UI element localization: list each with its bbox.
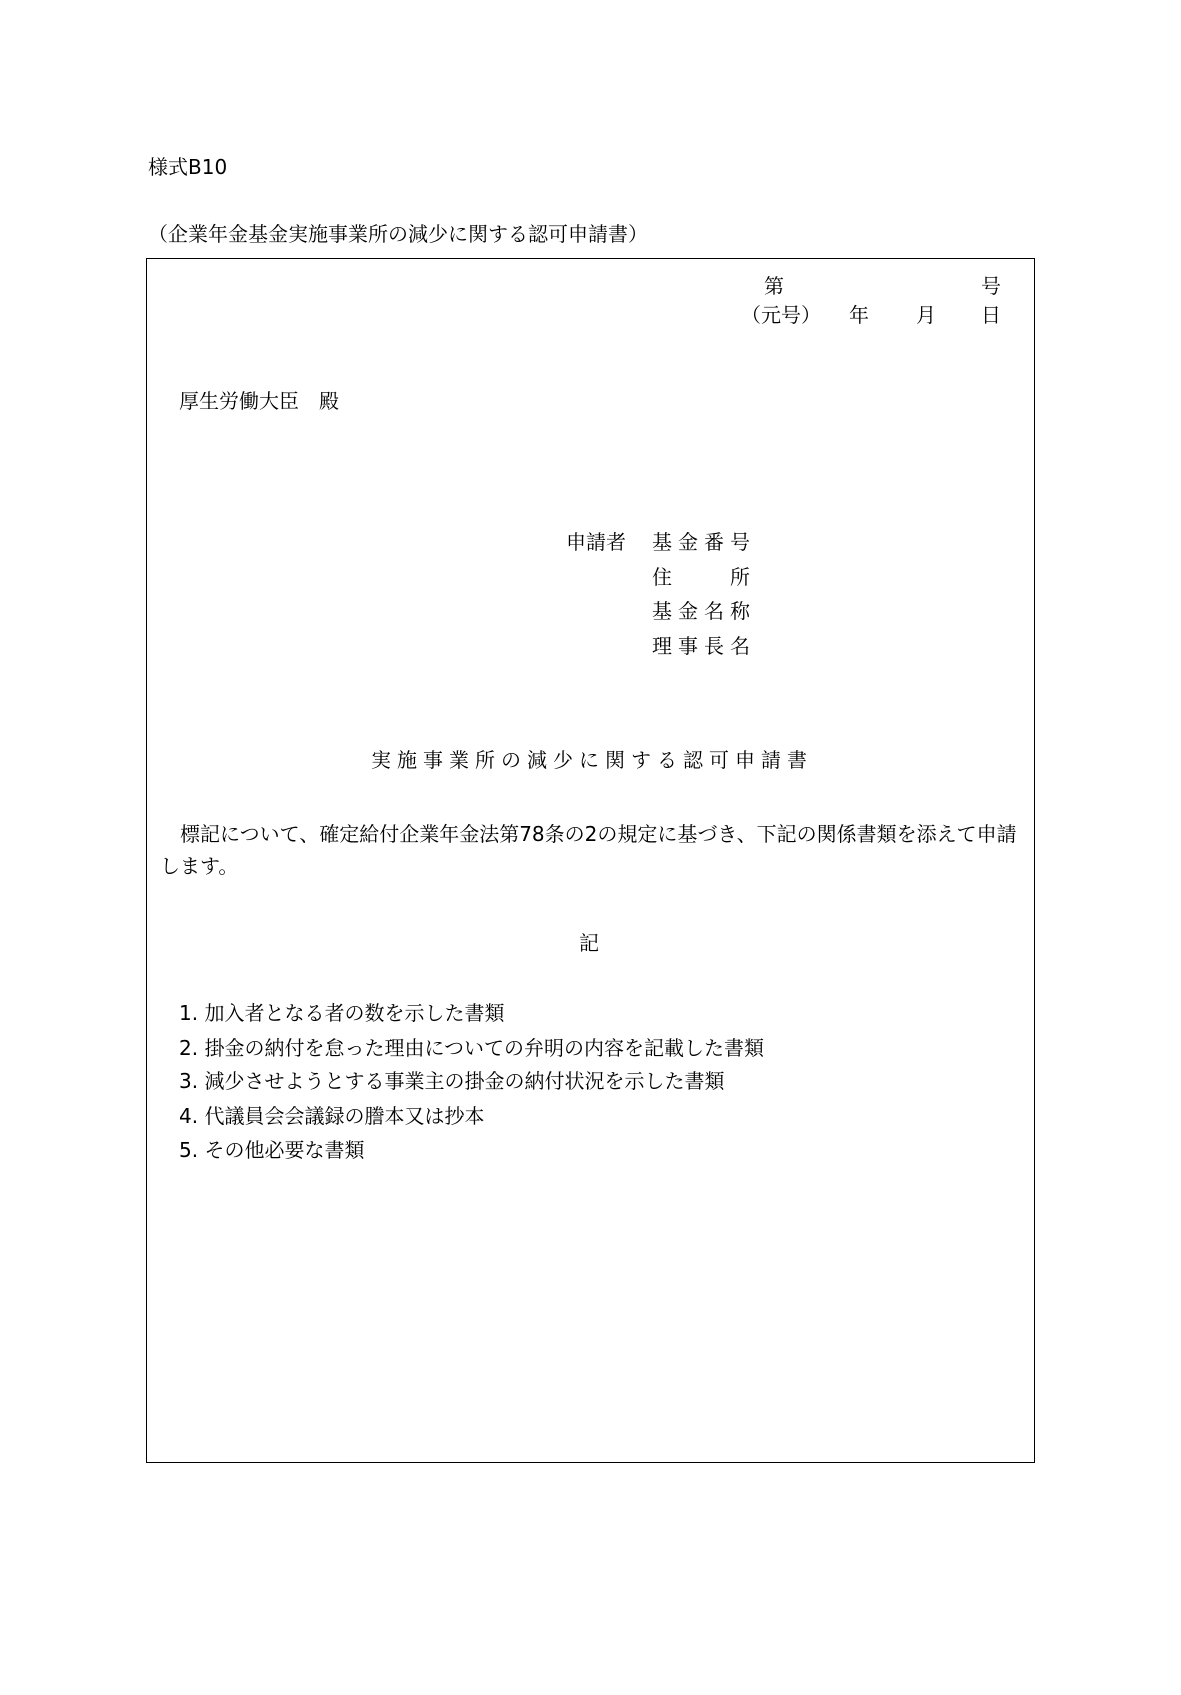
attachment-item: 2. 掛金の納付を怠った理由についての弁明の内容を記載した書類: [179, 1036, 765, 1060]
addressee: 厚生労働大臣 殿: [179, 389, 339, 413]
ki-heading: 記: [579, 931, 599, 955]
field-fund-name: 基金名称: [652, 599, 756, 623]
applicant-label: 申請者: [566, 530, 626, 554]
attachment-item: 3. 減少させようとする事業主の掛金の納付状況を示した書類: [179, 1069, 725, 1093]
attachment-item: 1. 加入者となる者の数を示した書類: [179, 1001, 505, 1025]
body-paragraph: 標記について、確定給付企業年金法第78条の2の規定に基づき、下記の関係書類を添えて申請します。: [160, 822, 1017, 878]
era-label: （元号）: [741, 303, 821, 327]
attachment-item: 5. その他必要な書類: [179, 1138, 365, 1162]
field-address: 住 所: [652, 565, 756, 589]
form-id: 様式B10: [148, 155, 228, 179]
field-chairman-name: 理事長名: [652, 634, 756, 658]
day-label: 日: [981, 303, 1001, 327]
number-prefix: 第: [764, 274, 784, 298]
month-label: 月: [916, 303, 936, 327]
year-label: 年: [849, 303, 869, 327]
attachment-item: 4. 代議員会会議録の謄本又は抄本: [179, 1104, 485, 1128]
number-suffix: 号: [981, 274, 1001, 298]
form-subtitle: （企業年金基金実施事業所の減少に関する認可申請書）: [148, 222, 648, 246]
document-title: 実施事業所の減少に関する認可申請書: [371, 748, 813, 772]
field-fund-number: 基金番号: [652, 530, 756, 554]
